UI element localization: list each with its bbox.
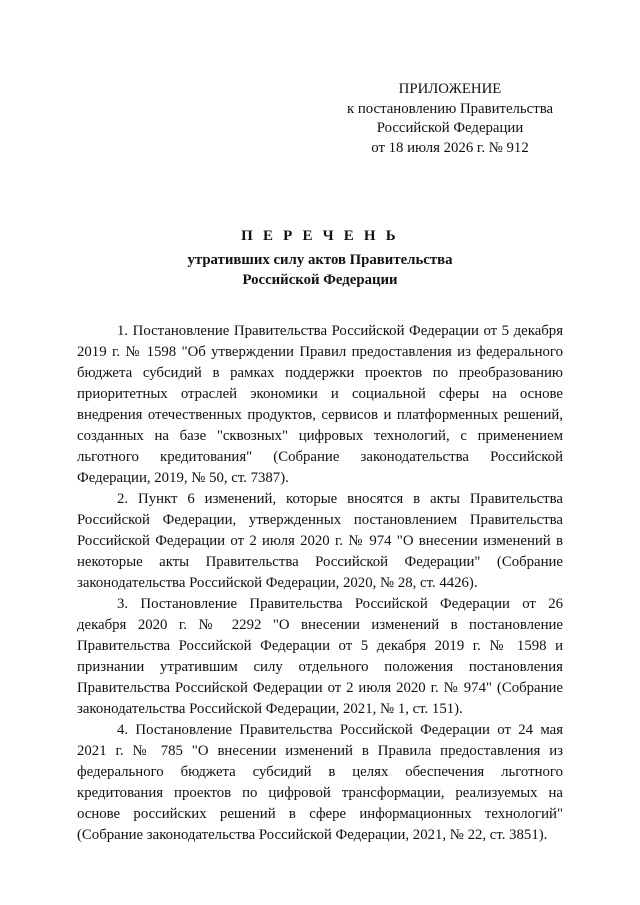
- list-item-2: 2. Пункт 6 изменений, которые вносятся в акты Правительства Российской Федерации, утвержденных постановлением Правительства Российской Федерации от 2 июля 2020 г. № 974 "О внесении изменений в некоторые акты Правительства Российской Федерации" (Собрание законодательства Российской Федерации, 2020, № 28, ст. 4426).: [77, 491, 563, 591]
- subtitle-line-1: утративших силу актов Правительства: [187, 252, 453, 268]
- annex-line-2: Российской Федерации: [376, 120, 524, 136]
- document-subtitle: [0, 251, 640, 290]
- annex-heading: ПРИЛОЖЕНИЕ: [398, 81, 502, 97]
- list-item-3: 3. Постановление Правительства Российской Федерации от 26 декабря 2020 г. № 2292 "О внесении изменений в постановление Правительства Российской Федерации от 5 декабря 2019 г. № 1598 и признании утратившим силу отдельного положения постановления Правительства Российской Федерации от 2 июля 2020 г. № 974" (Собрание законодательства Российской Федерации, 2021, № 1, ст. 151).: [77, 596, 563, 717]
- subtitle-line-2: Российской Федерации: [242, 271, 398, 288]
- list-item-4: 4. Постановление Правительства Российской Федерации от 24 мая 2021 г. № 785 "О внесении изменений в Правила предоставления из федерального бюджета субсидий в целях обеспечения льготного кредитования проектов по цифровой трансформации, реализуемых на основе российских решений в сфере информационных технологий" (Собрание законодательства Российской Федерации, 2021, № 22, ст. 3851).: [77, 722, 563, 843]
- annex-line-1: к постановлению Правительства: [346, 100, 554, 117]
- list-item-1: 1. Постановление Правительства Российской Федерации от 5 декабря 2019 г. № 1598 "Об утверждении Правил предоставления из федерального бюджета субсидий в рамках поддержки проектов по преобразованию приоритетных отраслей экономики и социальной сферы на основе внедрения отечественных продуктов, сервисов и платформенных решений, созданных на базе "сквозных" цифровых технологий, с применением льготного кредитования" (Собрание законодательства Российской Федерации, 2019, № 50, ст. 7387).: [77, 323, 563, 486]
- annex-line-3: от 18 июля 2026 г. № 912: [371, 139, 529, 156]
- document-body: [77, 321, 563, 846]
- document-title: П Е Р Е Ч Е Н Ь: [241, 228, 399, 244]
